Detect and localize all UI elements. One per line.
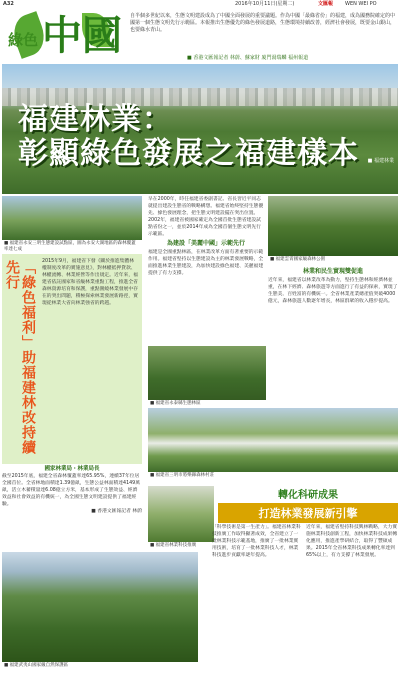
section-intro: 自半個多世紀以來，生態文明建設成為了中國全面發展的重要議題。作為中國「最綠省份」的福建，成為國務院確定的中國第一個生態文明先行示範區。本報推出生態優先的綠色發展道路，生態環境持續改善，經濟社會發展，既要金山銀山，也要綠水青山。 xyxy=(130,13,396,34)
left-lower-body: 截至2015年底，福建全省森林覆蓋率達65.95%，連續37年位居全國首位。全省林地面積達1.39億畝，生態公益林面積達4149萬畝，活立木蓄積量達6.08億立方米，基本形成了生態效益、經濟效益和社會效益的有機統一，為全國生態文明建設提供了福建經驗。 xyxy=(2,474,141,507)
section-banner xyxy=(2,9,398,63)
left-lower-article xyxy=(2,466,142,515)
bottom-middle-text: 「科學技術是第一生產力」。福建省林業科技推廣工作取得顯著成效，全省建立了一批林業科技示範基地，推廣了一批林業實用技術，培育了一批林業科技人才，林業科技進步貢獻率逐年提高。 xyxy=(212,525,301,558)
right-article xyxy=(268,196,398,305)
left-lower-byline: ■ 香港文匯報記者 林蔚 xyxy=(91,509,142,514)
page-number: A32 xyxy=(3,1,14,7)
sidebar-vertical-title: 「綠色福利」助福建林改持續先行 xyxy=(4,260,36,455)
bottom-small-caption: ■ 福建省林業科技推廣 xyxy=(150,543,197,548)
middle-body-1: 早在2000年，時任福建省委副書記、省長習近平同志就提出建設生態省的戰略構想。福建省始終堅持生態優先、綠色發展理念，把生態文明建設擺在突出位置。2002年，福建省被國家確定為全國首批生態省建設試點省份之一，並於2014年成為全國首個生態文明先行示範區。 xyxy=(148,197,264,237)
lake-forest-photo xyxy=(2,196,142,240)
middle-photo-caption: ■ 福建省永泰縣生態林區 xyxy=(150,401,201,406)
issue-date: 2016年10月11日(星期二) xyxy=(235,1,295,7)
right-body: 近年來，福建省以林業改革為動力，堅持生態林和經濟林並重，在林下經濟、森林旅遊等方面進行了有益的探索，實現了生態美、百姓富的有機統一。全省林業產業總產值突破4000億元，森林旅遊人數逐年增長，林區群眾的收入穩步提高。 xyxy=(268,278,398,304)
newspaper-brand: 文匯報 xyxy=(318,1,334,7)
researchers-photo xyxy=(148,486,214,542)
logo-big-text: 中國 xyxy=(42,12,122,59)
middle-body-2: 福建是全國重點林區，在林業改革方面有著重要的示範作用。福建省堅持以生態建設為主的林業發展戰略，全面推進林業生態建設，為加快建設綠色福建、美麗福建提供了有力支撐。 xyxy=(148,250,264,276)
mountain-photo xyxy=(2,552,198,662)
green-china-logo xyxy=(6,13,124,59)
forest-park-photo xyxy=(268,196,398,256)
headline-line-2: 彰顯綠色發展之福建樣本 xyxy=(18,136,359,171)
village-photo xyxy=(148,408,398,472)
bottom-right-text: 近年來，福建省堅持科技興林戰略，大力實施林業科技創新工程，加快林業科技成果轉化應用，推進產學研結合，取得了豐碩成果。2015年全省林業科技成果轉化率達到65%以上，有力支撐了林業發展。 xyxy=(306,525,398,558)
bottom-kicker: 轉化科研成果 xyxy=(278,490,338,501)
mountain-photo-block xyxy=(2,552,198,674)
middle-subhead: 為建設「美麗中國」示範先行 xyxy=(166,240,245,247)
bottom-headline: 打造林業發展新引擎 xyxy=(218,503,398,523)
left-lower-subhead: 國家林業局・林業局長 xyxy=(44,466,100,472)
sidebar-body: 2015年9月，福建省下發《關於推進集體林權制度改革的實施意見》，對林權抵押貸款、林權流轉、林業經營等作出規定。近年來，福建省依託國家和省級林業重點工程，推進全省森林資源培育和保護，重點圍繞林業發展中存在的突出問題，積極探索林業發展新路徑，實現從林業大省向林業強省的跨越。 xyxy=(42,259,138,306)
page-header xyxy=(0,0,400,9)
forest-photo xyxy=(148,346,266,400)
hero-caption: ■ 福建林業 xyxy=(367,158,394,164)
village-caption: ■ 福建省三明市將樂縣森林村莊 xyxy=(150,473,215,478)
right-photo-caption: ■ 福建雲霄國家級森林公園 xyxy=(270,257,326,262)
left-top-photo-block xyxy=(2,196,142,254)
sidebar-box xyxy=(2,254,142,464)
newspaper-site: WEN WEI PO xyxy=(345,1,377,7)
logo-small-text: 綠色 xyxy=(8,31,39,49)
bottom-small-photo-block xyxy=(148,486,214,550)
mountain-photo-caption: ■ 福建武夷山國家級自然保護區 xyxy=(4,663,69,668)
bottom-headline-block xyxy=(218,486,398,522)
middle-article xyxy=(148,196,264,277)
headline-line-1: 福建林業： xyxy=(18,102,173,137)
right-subhead: 林業和民生實現雙促進 xyxy=(302,268,363,275)
photo-caption: ■ 福建省永安三明生態建設試點區，圖為永安大湖地區的森林覆蓋率達七成 xyxy=(4,241,136,252)
village-photo-block xyxy=(148,408,398,480)
section-byline: ■ 香港文匯報記者 林蔚、蘇家財 廈門湯瑞麟 福州報道 xyxy=(187,55,309,61)
hero-photo xyxy=(2,64,398,194)
